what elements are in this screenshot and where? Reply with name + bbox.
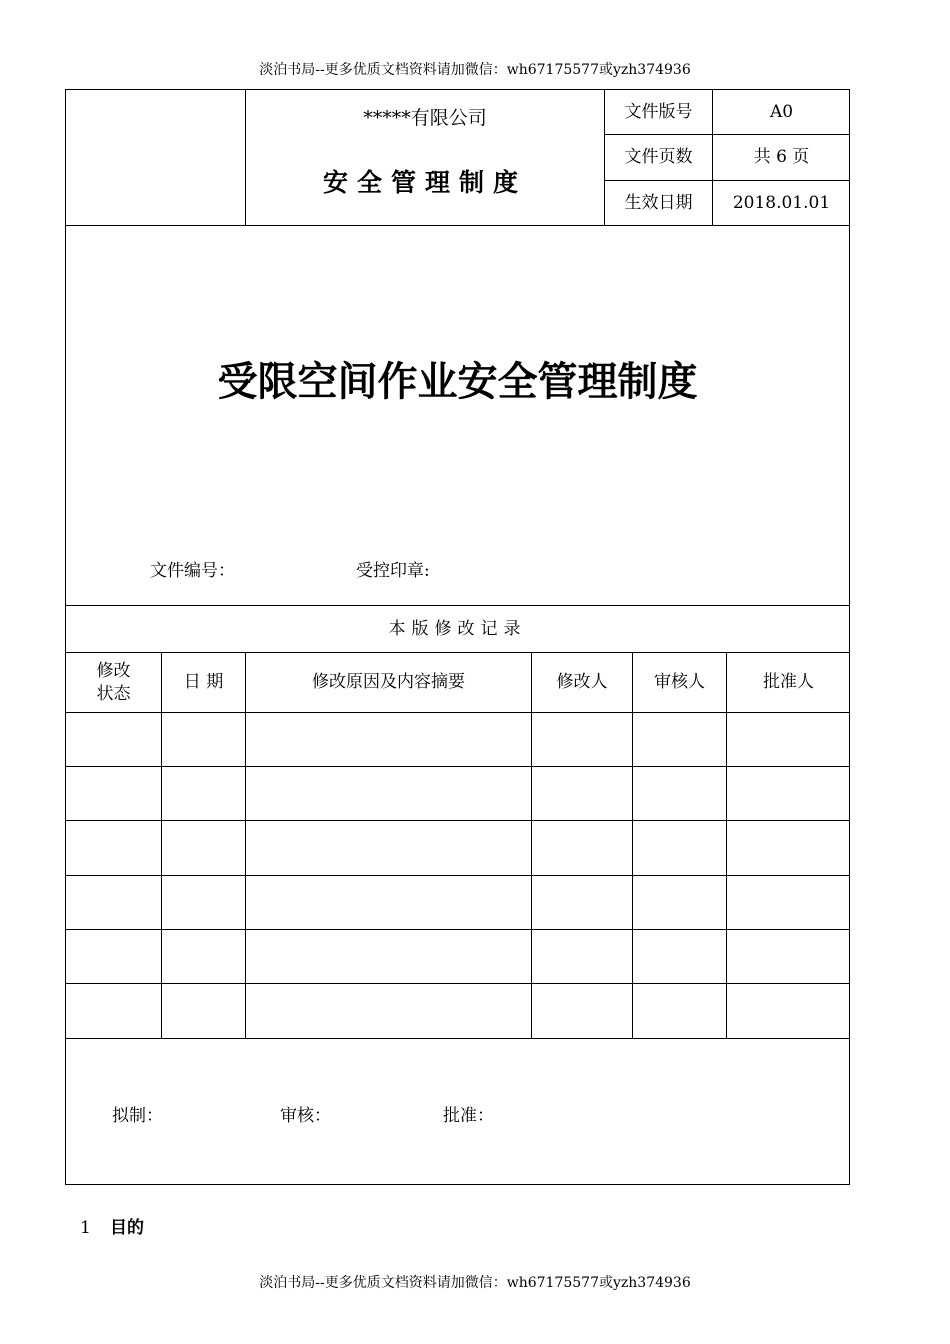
- section-number: 1: [80, 1218, 91, 1238]
- control-stamp-label: 受控印章:: [356, 561, 430, 581]
- table-row-line: [65, 820, 850, 821]
- drafted-by-label: 拟制：: [112, 1106, 163, 1126]
- col-header-date: 日 期: [183, 672, 224, 693]
- meta-label-pages: 文件页数: [624, 147, 693, 168]
- document-title: 受限空间作业安全管理制度: [217, 358, 698, 405]
- table-row-line: [65, 875, 850, 876]
- table-row-line: [65, 712, 850, 713]
- revision-record-title: 本版修改记录: [388, 618, 527, 639]
- company-name: *****有限公司: [363, 106, 487, 129]
- col-header-reviewer: 审核人: [654, 672, 705, 693]
- file-number-label: 文件编号：: [150, 561, 235, 581]
- meta-value-effective-date: 2018.01.01: [732, 192, 831, 213]
- meta-label-effective-date: 生效日期: [624, 192, 693, 213]
- approved-by-label: 批准：: [443, 1106, 494, 1126]
- col-header-modifier: 修改人: [556, 672, 608, 693]
- watermark-bottom: 淡泊书局--更多优质文档资料请加微信：wh67175577或yzh374936: [259, 1275, 691, 1291]
- table-bottom-line: [65, 1038, 850, 1039]
- col-header-reason: 修改原因及内容摘要: [312, 672, 465, 693]
- table-row-line: [65, 766, 850, 767]
- col-header-approver: 批准人: [763, 672, 814, 693]
- meta-value-version: A0: [769, 101, 794, 122]
- meta-label-version: 文件版号: [624, 101, 693, 122]
- col-header-status: 修改 状态: [96, 661, 131, 704]
- reviewed-by-label: 审核：: [280, 1106, 331, 1126]
- meta-value-pages: 共 6 页: [753, 147, 810, 168]
- section-heading: [80, 1213, 144, 1238]
- table-row-line: [65, 929, 850, 930]
- system-name: 安全管理制度: [322, 167, 527, 197]
- section-title: 目的: [110, 1218, 144, 1238]
- table-row-line: [65, 983, 850, 984]
- watermark-top: 淡泊书局--更多优质文档资料请加微信：wh67175577或yzh374936: [259, 62, 691, 78]
- header-bottom-line: [65, 225, 850, 226]
